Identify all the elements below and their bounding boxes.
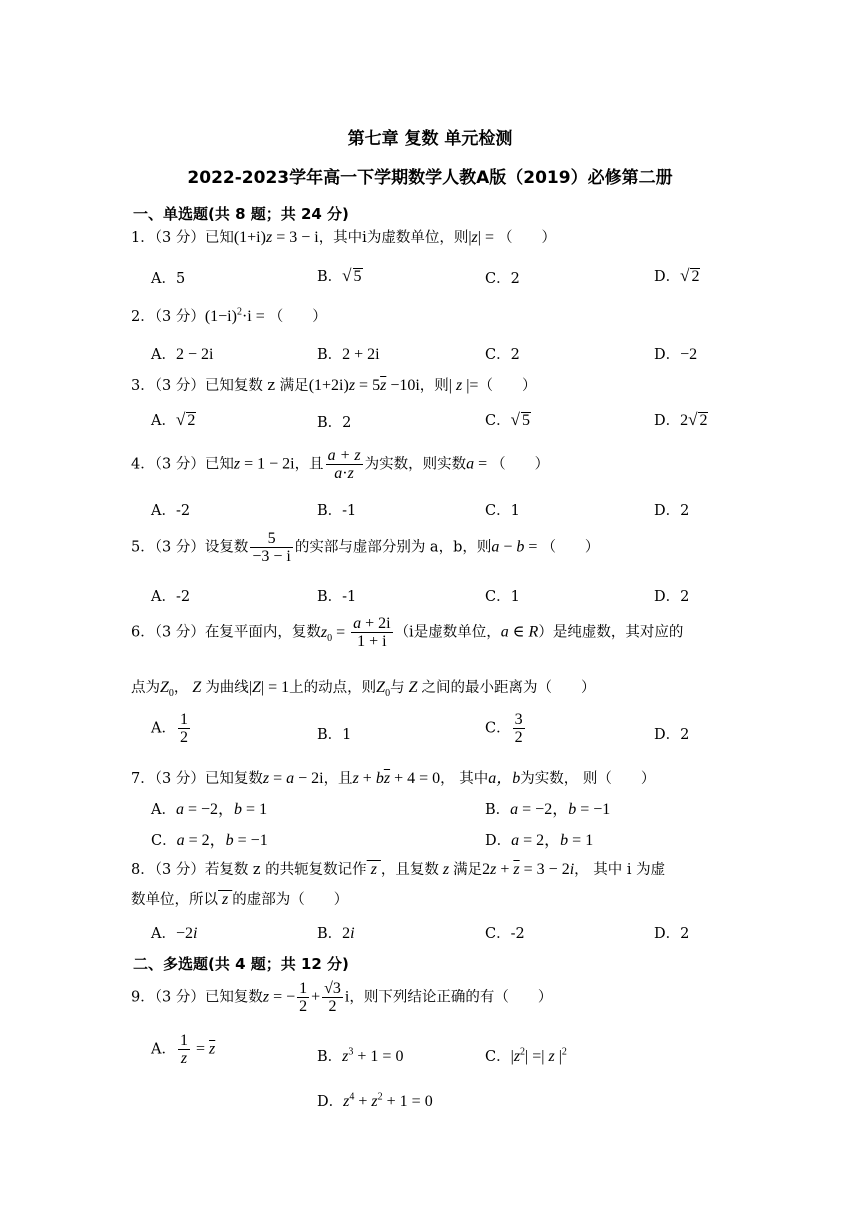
question-text: ，则 [419,378,449,394]
formula: Z [188,679,206,696]
formula: a = 2，b = 1 [511,832,594,849]
option-d [654,409,708,430]
question-6-line-2 [131,676,595,699]
question-text: 上的动点，则 [289,680,377,696]
option-label: A． [151,926,176,942]
option-b: B．2 [317,415,352,431]
formula: z [218,891,233,908]
question-text: 已知 [204,456,234,473]
option-a [151,711,192,746]
option-label: A． [151,1041,176,1058]
question-6 [131,615,683,650]
option-c: C．1 [485,589,520,605]
formula: i [344,988,350,1006]
question-text: ， 其中 i 为虚 [574,862,666,878]
question-score: （3 分） [154,309,205,325]
formula: + [311,988,321,1006]
question-1 [131,226,556,247]
question-text: 已知复数 [204,989,263,1006]
option-d [317,1090,433,1111]
formula: 2i [342,925,355,942]
fraction: $\frac{a + z}{a\cdot\overline{z}}$ [327,447,361,482]
formula: z = a − 2i [262,770,324,787]
option-label: B． [317,269,343,285]
option-label: A． [151,802,176,818]
question-number: 5． [131,539,155,556]
option-c: C．2 [485,347,520,363]
question-text: 设复数 [204,539,249,556]
formula: $(1-i)^2\cdot i$ = [204,306,269,325]
option-label: D． [485,833,512,849]
question-score: （3 分） [154,989,205,1006]
option-label: D． [654,413,681,429]
option-a [151,1032,215,1067]
formula: a = −2，b = 1 [175,801,268,818]
formula: 2√ 2 [680,410,708,429]
option-b [317,1045,403,1066]
option-b [485,796,610,819]
formula: |Z| = 1 [248,679,290,696]
option-label: D． [654,347,681,363]
formula: z = 1 − 2i [233,455,295,473]
formula: $z + b\overline{z} + 4 = 0$ [352,770,441,787]
question-5 [131,530,599,565]
formula: a [466,455,475,473]
question-text: ， 其中 [440,771,489,787]
option-a: A．-2 [151,503,191,519]
option-d: D．2 [654,503,690,519]
option-c [485,711,527,746]
formula: √ 5 [510,410,530,429]
question-8 [131,858,665,879]
option-label: B． [317,1049,343,1065]
option-d: D．2 [654,926,690,942]
question-text: 若复数 z 的共轭复数记作 [204,862,367,878]
formula: z [366,861,381,878]
question-7 [131,765,655,788]
question-text: （ ） [268,309,327,325]
option-c [151,827,268,850]
document-title: 第七章 复数 单元检测 [347,129,513,149]
option-label: A． [151,720,176,737]
option-label: A． [151,413,176,429]
option-label: B． [317,347,343,363]
option-d [654,343,697,364]
formula: = $\overline{z}$ [191,1040,216,1058]
question-text: （ ） [478,378,537,394]
option-c [485,1045,567,1066]
question-number: 2． [131,309,155,325]
question-text: （i是虚数单位， [394,624,501,641]
fraction: $\frac{5}{-3 - i}$ [252,530,291,565]
option-label: C． [151,833,177,849]
question-text: 数单位，所以 [131,892,218,908]
formula: −2 [680,346,698,363]
fraction: $\frac{1}{z}$ [179,1032,188,1067]
question-text: ）是纯虚数，其对应的 [538,624,684,641]
option-label: B． [485,802,511,818]
option-label: D． [654,269,681,285]
option-d: D．2 [654,589,690,605]
fraction: $\frac{√3}{2}$ [324,980,341,1015]
question-text: ， [173,680,189,696]
formula: $Z_0$ [376,679,391,700]
option-d: D．2 [654,727,690,743]
option-b: B．-1 [317,589,357,605]
section-multiple-choice: 二、多选题(共 4 题；共 12 分) [133,955,349,973]
question-text: 为实数，则实数 [364,456,467,473]
section-single-choice: 一、单选题(共 8 题；共 24 分) [133,205,349,223]
formula: $z_0$ = [320,623,350,644]
formula: |z| = [468,229,498,246]
option-label: D． [317,1094,344,1110]
formula: Z [404,679,422,696]
option-a [151,922,197,943]
formula: $Z_0$ [160,679,174,700]
formula: a − b = [491,538,542,556]
question-text: ，且 [323,771,353,787]
formula: | z |= [448,377,479,394]
question-text: ，则下列结论正确的有（ ） [349,989,553,1006]
formula: $(1+2i)z = 5\overline{z} -10i$ [308,377,420,394]
question-text: 之间的最小距离为（ ） [421,680,596,696]
option-a [151,409,196,430]
question-text: ，且复数 [380,862,439,878]
option-b [317,922,355,943]
formula: $z^4 + z^2 + 1 = 0$ [343,1091,433,1110]
formula: a ∈ R [500,623,539,641]
option-a: A．-2 [151,589,191,605]
formula: (1+i)z = 3 − i [233,229,319,246]
question-text: 满足 [453,862,483,878]
question-text: （ ） [498,230,556,246]
formula: √ 5 [342,266,362,285]
formula: √ 2 [175,410,196,429]
fraction: $\frac{3}{2}$ [514,711,523,746]
question-score: （3 分） [154,539,205,556]
option-label: A． [151,347,176,363]
question-score: （3 分） [154,456,205,473]
question-text: 已知 [204,230,234,246]
option-c: C．-2 [485,926,525,942]
option-b: B．-1 [317,503,357,519]
option-c: C．2 [485,271,520,287]
question-number: 8． [131,862,155,878]
question-number: 9． [131,989,155,1006]
formula: a = 2，b = −1 [176,832,268,849]
option-d [654,265,700,286]
question-4 [131,447,549,482]
fraction: $\frac{1}{2}$ [179,711,188,746]
option-c: C．1 [485,503,520,519]
question-text: 与 [390,680,405,696]
question-score: （3 分） [154,624,205,641]
question-text: 为实数， 则（ ） [520,771,656,787]
option-label: C． [485,1049,511,1065]
option-a [151,343,213,364]
question-2 [131,305,327,326]
option-label: C． [485,720,511,737]
question-text: 点为 [131,680,160,696]
question-text: 已知复数 z 满足 [204,378,309,394]
formula: $|z^2|$ =| z $|^2$ [510,1046,567,1065]
option-b [317,265,363,286]
document-subtitle: 2022-2023学年高一下学期数学人教A版（2019）必修第二册 [187,168,673,188]
option-label: B． [317,926,343,942]
option-c [485,409,531,430]
formula: a，b [488,770,521,787]
question-text: 在复平面内，复数 [204,624,321,641]
question-number: 6． [131,624,155,641]
question-score: （3 分） [154,378,205,394]
formula: z = − [262,988,296,1006]
question-text: （ ） [541,539,600,556]
formula: 2 + 2i [342,346,380,363]
formula: a = −2，b = −1 [510,801,611,818]
fraction: $\frac{1}{2}$ [299,980,308,1015]
formula: 2 − 2i [175,346,214,363]
question-score: （3 分） [154,771,205,787]
question-number: 1． [131,230,155,246]
question-text: 的实部与虚部分别为 a，b，则 [294,539,492,556]
option-b: B．1 [317,727,352,743]
question-number: 4． [131,456,155,473]
question-8-line-2 [131,888,348,909]
question-text: 为曲线 [205,680,249,696]
question-9 [131,980,552,1015]
formula: √ 2 [680,266,700,285]
formula: $2z + \overline{z} = 3 - 2i$ [482,861,575,878]
option-label: C． [485,413,511,429]
question-text: 的虚部为（ ） [232,892,349,908]
question-score: （3 分） [154,862,205,878]
question-text: （ ） [491,456,550,473]
option-a: A．5 [151,271,186,287]
question-number: 7． [131,771,155,787]
option-a [151,796,267,819]
formula: z [438,861,454,878]
option-b [317,343,380,364]
option-d [485,827,593,850]
question-text: ，且 [294,456,324,473]
question-number: 3． [131,378,155,394]
formula: = [474,455,492,473]
formula: $z^3 + 1 = 0$ [342,1046,404,1065]
question-score: （3 分） [154,230,205,246]
question-text: 已知复数 [204,771,263,787]
fraction: $\frac{a + 2i}{1 + i}$ [353,615,391,650]
question-text: ，其中i为虚数单位，则 [318,230,469,246]
formula: −2i [175,925,198,942]
question-3 [131,374,536,395]
